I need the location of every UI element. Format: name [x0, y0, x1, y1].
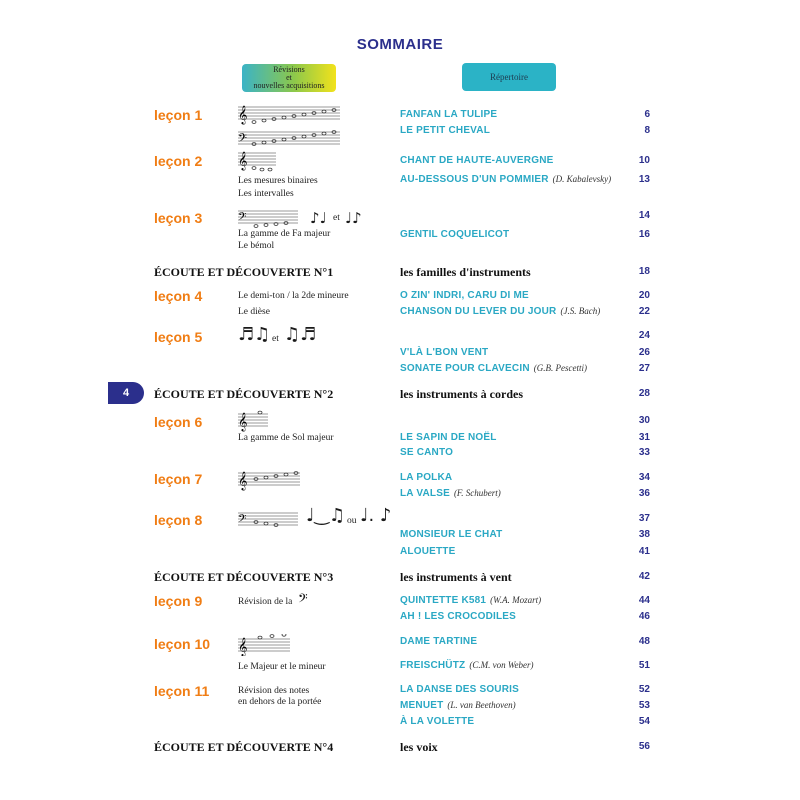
song-page-number: 33 [638, 447, 650, 458]
lecon-2-staff-image [238, 150, 278, 174]
lecon-7-label: leçon 7 [154, 471, 203, 487]
song-page-number: 20 [638, 290, 650, 301]
lecon-8-connector: ou [347, 516, 357, 526]
song-title [400, 363, 587, 374]
song-page-number: 52 [638, 684, 650, 695]
rhythm-dotted-note-icon: ♩♪ [345, 209, 362, 227]
song-title [400, 155, 554, 166]
page-title: SOMMAIRE [356, 36, 444, 53]
song-page-number: 44 [638, 595, 650, 606]
page-number-tab: 4 [108, 382, 144, 404]
song-title-text: O ZIN' INDRI, CARU DI ME [400, 290, 529, 301]
song-title-text: SONATE POUR CLAVECIN [400, 363, 530, 374]
svg-text:𝄢: 𝄢 [238, 132, 248, 148]
song-title-text: ALOUETTE [400, 546, 456, 557]
song-title [400, 488, 501, 499]
song-title [400, 432, 497, 443]
song-composer: (J.S. Bach) [560, 306, 601, 316]
lecon-9-note-1: Révision de la [238, 597, 293, 607]
lecon-11-note-2: en dehors de la portée [238, 697, 322, 707]
bass-clef-icon: 𝄢 [298, 591, 308, 609]
song-page-number: 38 [638, 529, 650, 540]
song-title-text: MENUET [400, 700, 444, 711]
song-title [400, 472, 452, 483]
song-composer: (W.A. Mozart) [490, 595, 542, 605]
ecoute-3-label: ÉCOUTE ET DÉCOUVERTE N°3 [154, 570, 334, 584]
song-title [400, 125, 490, 136]
ecoute-2-page: 28 [638, 388, 650, 399]
song-page-number: 30 [638, 415, 650, 426]
song-title-text: LA VALSE [400, 488, 450, 499]
svg-text:𝄞: 𝄞 [238, 151, 248, 170]
song-page-number: 13 [638, 174, 650, 185]
ecoute-1-label: ÉCOUTE ET DÉCOUVERTE N°1 [154, 265, 334, 279]
rhythm-sixteenth-notes-icon: ♬♫ [238, 324, 271, 345]
song-page-number: 24 [638, 330, 650, 341]
song-title-text: CHANSON DU LEVER DU JOUR [400, 306, 557, 317]
song-title [400, 595, 541, 606]
song-title [400, 529, 502, 540]
song-title [400, 347, 488, 358]
rhythm-tied-notes-icon: ♩‿♫ [306, 505, 346, 526]
song-page-number: 22 [638, 306, 650, 317]
song-title-text: QUINTETTE K581 [400, 595, 487, 606]
song-title-text: MONSIEUR LE CHAT [400, 529, 503, 540]
lecon-3-connector: et [333, 213, 340, 223]
revisions-header-line-2: et [286, 73, 292, 82]
svg-text:𝄞: 𝄞 [238, 471, 248, 490]
lecon-8-label: leçon 8 [154, 512, 203, 528]
song-composer: (G.B. Pescetti) [533, 363, 587, 373]
ecoute-4-page: 56 [638, 741, 650, 752]
lecon-4-label: leçon 4 [154, 288, 203, 304]
lecon-5-label: leçon 5 [154, 329, 203, 345]
song-composer: (F. Schubert) [453, 488, 501, 498]
ecoute-2-label: ÉCOUTE ET DÉCOUVERTE N°2 [154, 387, 334, 401]
song-page-number: 26 [638, 347, 650, 358]
lecon-3-note-1: La gamme de Fa majeur [238, 229, 331, 239]
lecon-2-note-1: Les mesures binaires [238, 176, 318, 186]
ecoute-4-topic: les voix [400, 740, 438, 754]
lecon-6-staff-image [238, 410, 270, 432]
ecoute-3-page: 42 [638, 571, 650, 582]
song-page-number: 41 [638, 546, 650, 557]
ecoute-2-topic: les instruments à cordes [400, 387, 523, 401]
song-title [400, 546, 456, 557]
song-title [400, 611, 516, 622]
revisions-header-line-3: nouvelles acquisitions [253, 81, 325, 90]
song-page-number: 16 [638, 229, 650, 240]
song-title [400, 716, 474, 727]
song-page-number: 48 [638, 636, 650, 647]
lecon-10-staff-image [238, 634, 294, 656]
song-composer: (C.M. von Weber) [469, 660, 534, 670]
song-page-number: 37 [638, 513, 650, 524]
song-page-number: 46 [638, 611, 650, 622]
song-page-number: 34 [638, 472, 650, 483]
ecoute-1-topic: les familles d'instruments [400, 265, 531, 279]
lecon-11-note-1: Révision des notes [238, 686, 310, 696]
song-title [400, 229, 509, 240]
song-title-text: GENTIL COQUELICOT [400, 229, 510, 240]
lecon-6-note-1: La gamme de Sol majeur [238, 433, 334, 443]
rhythm-eighth-note-icon: ♪♩ [310, 209, 327, 227]
song-title-text: À LA VOLETTE [400, 716, 475, 727]
repertoire-header: Répertoire [462, 63, 556, 91]
song-page-number: 53 [638, 700, 650, 711]
song-title [400, 447, 453, 458]
song-title-text: AU-DESSOUS D'UN POMMIER [400, 174, 549, 185]
ecoute-4-label: ÉCOUTE ET DÉCOUVERTE N°4 [154, 740, 334, 754]
lecon-3-label: leçon 3 [154, 210, 203, 226]
svg-text:𝄞: 𝄞 [238, 412, 248, 431]
lecon-8-staff-image [238, 509, 302, 531]
lecon-7-staff-image [238, 469, 304, 491]
song-title-text: FREISCHÜTZ [400, 660, 466, 671]
revisions-header-line-1: Révisions [273, 65, 305, 74]
lecon-4-note-2: Le dièse [238, 307, 270, 317]
lecon-3-staff-image [238, 208, 302, 230]
song-page-number: 31 [638, 432, 650, 443]
lecon-1-staff-image [238, 104, 342, 148]
lecon-10-note-1: Le Majeur et le mineur [238, 662, 326, 672]
lecon-11-label: leçon 11 [154, 683, 210, 699]
song-title [400, 700, 516, 711]
rhythm-dotted-quarter-icon: ♩. ♪ [360, 505, 392, 526]
ecoute-1-page: 18 [638, 266, 650, 277]
svg-text:𝄢: 𝄢 [238, 513, 247, 528]
revisions-header [242, 64, 336, 92]
song-title-text: V'LÀ L'BON VENT [400, 347, 489, 358]
lecon-1-label: leçon 1 [154, 107, 203, 123]
lecon-5-connector: et [272, 334, 279, 344]
song-title-text: AH ! LES CROCODILES [400, 611, 517, 622]
song-page-number: 6 [644, 109, 650, 120]
song-page-number: 14 [638, 210, 650, 221]
song-title-text: LA POLKA [400, 472, 453, 483]
song-title [400, 684, 519, 695]
lecon-3-note-2: Le bémol [238, 241, 275, 251]
song-title [400, 636, 477, 647]
song-title-text: SE CANTO [400, 447, 454, 458]
song-page-number: 51 [638, 660, 650, 671]
ecoute-3-topic: les instruments à vent [400, 570, 512, 584]
song-page-number: 36 [638, 488, 650, 499]
lecon-9-label: leçon 9 [154, 593, 203, 609]
song-title [400, 174, 611, 185]
song-title-text: LE PETIT CHEVAL [400, 125, 491, 136]
song-title-text: LA DANSE DES SOURIS [400, 684, 520, 695]
song-title [400, 306, 600, 317]
song-page-number: 27 [638, 363, 650, 374]
svg-text:𝄢: 𝄢 [238, 211, 247, 226]
lecon-4-note-1: Le demi-ton / la 2de mineure [238, 291, 349, 301]
song-composer: (D. Kabalevsky) [552, 174, 612, 184]
lecon-6-label: leçon 6 [154, 414, 203, 430]
song-title-text: LE SAPIN DE NOËL [400, 432, 497, 443]
song-page-number: 10 [638, 155, 650, 166]
song-title [400, 290, 529, 301]
song-title-text: CHANT DE HAUTE-AUVERGNE [400, 155, 554, 166]
song-title [400, 660, 534, 671]
song-page-number: 8 [644, 125, 650, 136]
svg-text:𝄞: 𝄞 [238, 105, 248, 124]
song-title [400, 109, 497, 120]
svg-text:𝄞: 𝄞 [238, 637, 248, 656]
song-composer: (L. van Beethoven) [447, 700, 516, 710]
lecon-10-label: leçon 10 [154, 636, 211, 652]
lecon-2-note-2: Les intervalles [238, 189, 294, 199]
song-title-text: FANFAN LA TULIPE [400, 109, 498, 120]
song-page-number: 54 [638, 716, 650, 727]
lecon-2-label: leçon 2 [154, 153, 203, 169]
song-title-text: DAME TARTINE [400, 636, 478, 647]
rhythm-eighth-sixteenth-icon: ♫♬ [284, 324, 317, 345]
